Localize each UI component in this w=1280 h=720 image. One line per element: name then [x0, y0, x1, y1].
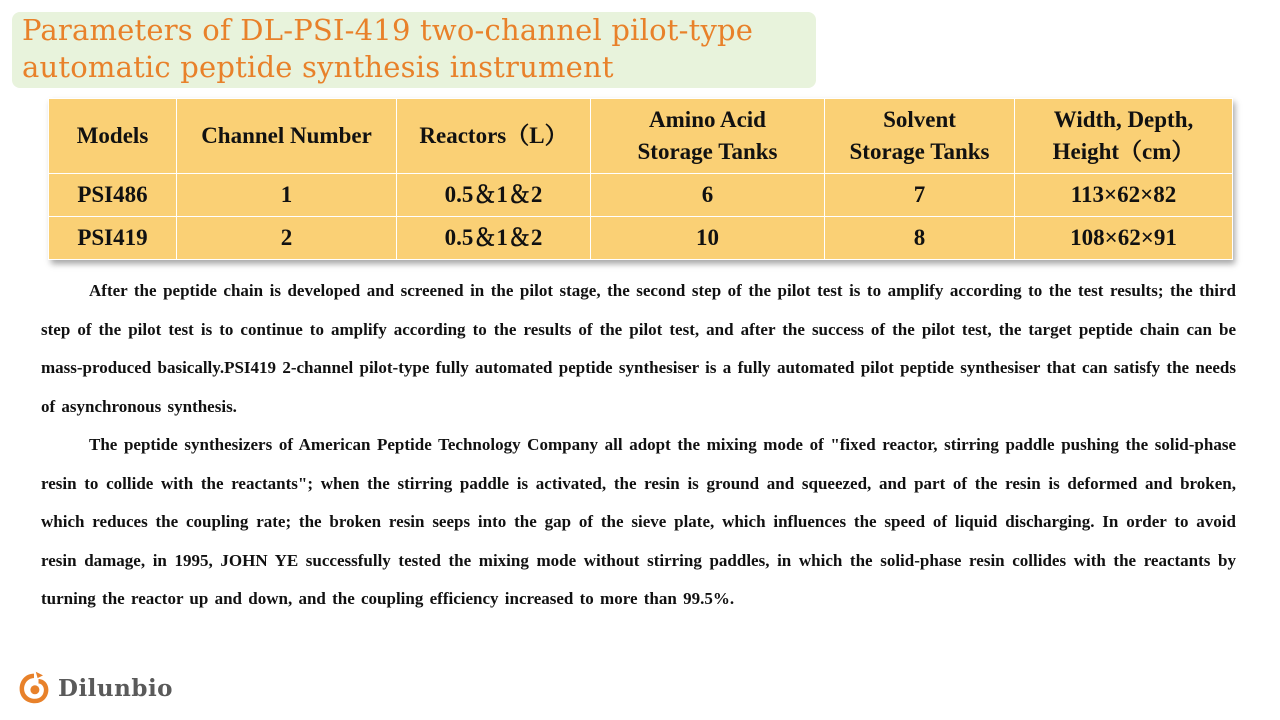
header-dimensions: [1015, 99, 1233, 174]
header-dims-line-1: Width, Depth,: [1053, 107, 1194, 132]
header-dims-line-2: Height（cm）: [1052, 139, 1195, 164]
cell-channel: 1: [177, 174, 397, 217]
cell-model: PSI486: [49, 174, 177, 217]
cell-reactors: 0.5＆1＆2: [397, 174, 591, 217]
cell-channel: 2: [177, 217, 397, 260]
cell-solvent: 7: [825, 174, 1015, 217]
dilunbio-logo-icon: [16, 670, 52, 706]
paragraph-pilot-test: After the peptide chain is developed and screened in the pilot stage, the second step of the pilot test is to amplify according to the test results; the third step of the pilot test is to continue to amplify according to the results of the pilot test, and after the success of the pilot test, the target peptide chain can be mass-produced basically.PSI419 2-channel pilot-type fully automated peptide synthesiser is a fully automated pilot peptide synthesiser that can satisfy the needs of asynchronous synthesis.: [41, 281, 1236, 416]
table-row: [49, 217, 1233, 260]
header-amino-line-2: Storage Tanks: [637, 139, 778, 164]
table-row: [49, 174, 1233, 217]
cell-reactors: 0.5＆1＆2: [397, 217, 591, 260]
cell-amino: 10: [591, 217, 825, 260]
body-text: [41, 272, 1236, 619]
title-banner: [12, 12, 816, 88]
page-title: [22, 12, 806, 86]
parameters-table-container: [48, 98, 1232, 260]
logo-text: Dilunbio: [58, 674, 174, 702]
header-solvent-tanks: [825, 99, 1015, 174]
cell-amino: 6: [591, 174, 825, 217]
header-models: Models: [49, 99, 177, 174]
cell-model: PSI419: [49, 217, 177, 260]
paragraph-mixing-mode: The peptide synthesizers of American Peptide Technology Company all adopt the mixing mode of "fixed reactor, stirring paddle pushing the solid-phase resin to collide with the reactants"; when the stirring paddle is activated, the resin is ground and squeezed, and part of the resin is deformed and broken, which reduces the coupling rate; the broken resin seeps into the gap of the sieve plate, which influences the speed of liquid discharging. In order to avoid resin damage, in 1995, JOHN YE successfully tested the mixing mode without stirring paddles, in which the solid-phase resin collides with the reactants by turning the reactor up and down, and the coupling efficiency increased to more than 99.5%.: [41, 435, 1236, 608]
company-logo: [16, 668, 173, 708]
header-solvent-line-2: Storage Tanks: [849, 139, 990, 164]
cell-dims: 113×62×82: [1015, 174, 1233, 217]
page-title-line-2: automatic peptide synthesis instrument: [22, 50, 614, 84]
cell-dims: 108×62×91: [1015, 217, 1233, 260]
table-header-row: [49, 99, 1233, 174]
header-amino-line-1: Amino Acid: [649, 107, 766, 132]
header-amino-acid-tanks: [591, 99, 825, 174]
page-title-line-1: Parameters of DL-PSI-419 two-channel pilot-type: [22, 13, 754, 47]
header-solvent-line-1: Solvent: [883, 107, 956, 132]
header-channel-number: Channel Number: [177, 99, 397, 174]
cell-solvent: 8: [825, 217, 1015, 260]
header-reactors: Reactors（L）: [397, 99, 591, 174]
parameters-table: [48, 98, 1233, 260]
